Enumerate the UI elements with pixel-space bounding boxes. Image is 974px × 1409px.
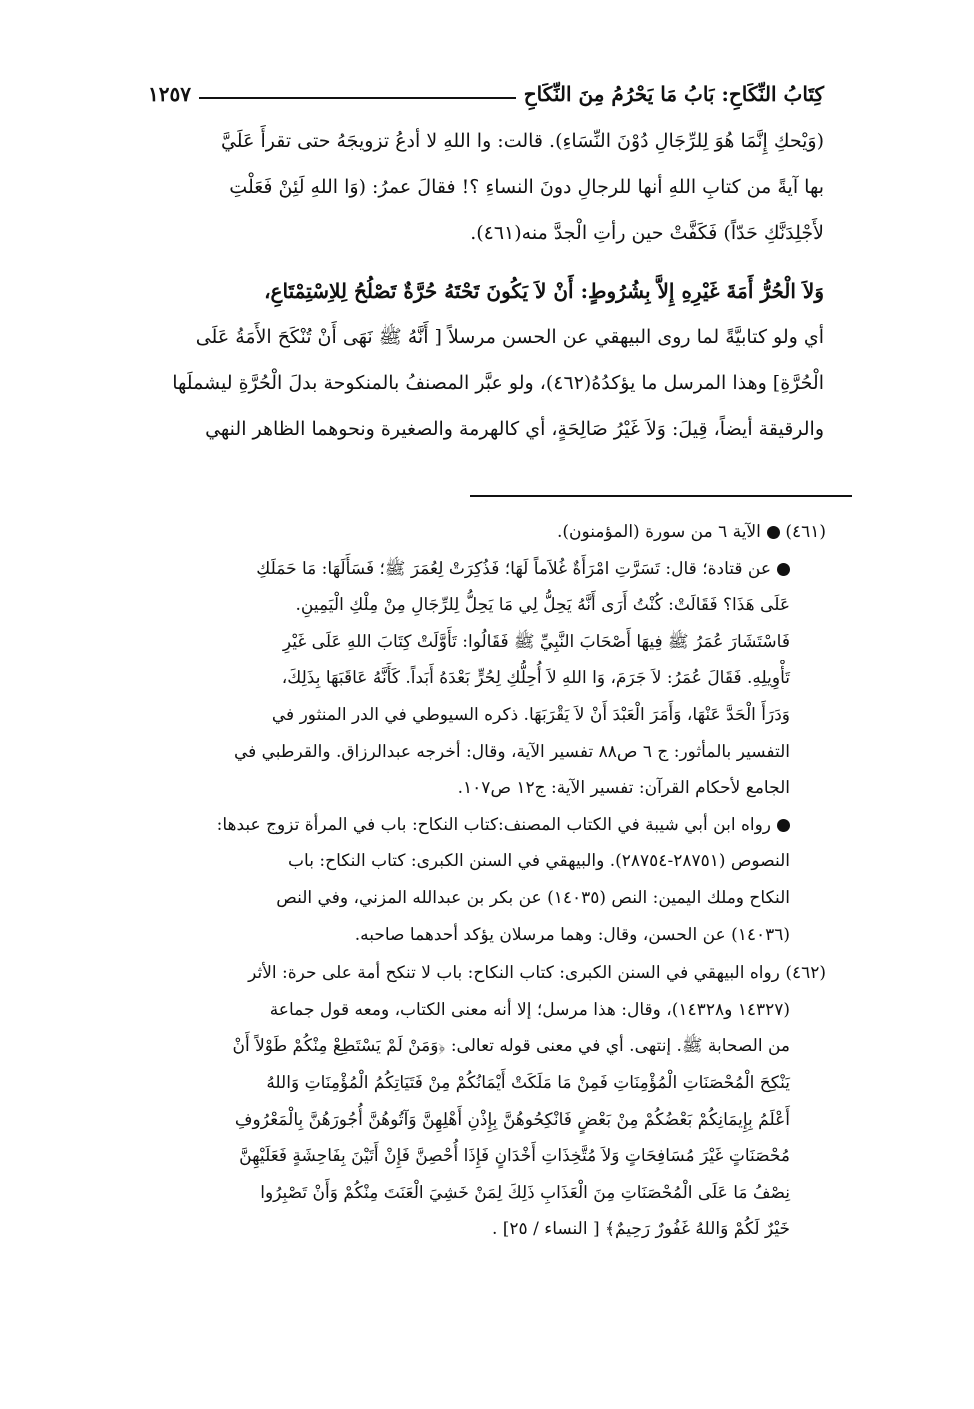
footnote-line: مُحْصَنَاتٍ غَيْرَ مُسَافِحَاتٍ وَلاَ مُتَّخِذَاتِ أَخْدَانٍ فَإِذَا أُحْصِنَّ فَإِنْ أَتَيْنَ بِفَاحِشَةٍ فَعَلَيْهِنَّ (239, 1146, 790, 1167)
footnote-text: رواه البيهقي في السنن الكبرى: كتاب النكاح: باب لا تنكح أمة على حرة: الأثر (248, 963, 780, 984)
footnote-line (152, 514, 826, 551)
footnote-separator (470, 495, 852, 497)
chapter-title: كِتَابُ النِّكَاحِ: بَابُ مَا يَحْرُمُ مِنَ النِّكَاحِ (523, 82, 824, 106)
footnote-line: خَيْرٌ لَكُمْ وَاللهُ غَفُورٌ رَحِيمٌ﴾ [ النساء / ٢٥] . (491, 1219, 790, 1240)
header-rule (199, 97, 516, 99)
matn-line: وَلاَ الْحُرُّ أَمَةَ غَيْرِهِ إِلاَّ بِشُرُوطٍ: أَنْ لاَ يَكُونَ تَحْتَهُ حُرَّةٌ تَصْلُحُ لِلاِسْتِمْتَاعِ، (264, 279, 824, 303)
footnote-line: النصوص (٢٨٧٥١-٢٨٧٥٤). والبيهقي في السنن الكبرى: كتاب النكاح: باب (288, 851, 790, 872)
footnote-line: أَعْلَمُ بِإِيمَانِكُمْ بَعْضُكُمْ مِنْ بَعْضٍ فَانْكِحُوهُنَّ بِإِذْنِ أَهْلِهِنَّ وَآتُوهُنَّ أُجُورَهُنَّ بِالْمَعْرُوفِ (234, 1109, 790, 1130)
bullet-icon (777, 819, 790, 832)
footnotes (152, 514, 826, 1250)
footnote-line: (١٤٠٣٦) عن الحسن، وقال: وهما مرسلان يؤكد أحدهما صاحبه. (354, 924, 790, 945)
footnote-line: التفسير بالمأثور: ج ٦ ص٨٨ تفسير الآية، وقال: أخرجه عبدالرزاق. والقرطبي في (233, 741, 790, 762)
footnote-line: (١٤٣٢٧ و١٤٣٢٨)، وقال: هذا مرسل؛ إلا أنه معنى الكتاب، ومعه قول جماعة (269, 999, 790, 1020)
footnote-line (152, 807, 826, 844)
footnote-line: وَدَرَأَ الْحَدَّ عَنْهَا، وَأَمَرَ الْعَبْدَ أَنْ لاَ يَقْرَبَهَا. ذكره السيوطي في الدر المنثور في (271, 704, 790, 725)
footnote-line: من الصحابة ﷺ. إنتهى. أي في معنى قوله تعالى: ﴿وَمَنْ لَمْ يَسْتَطِعْ مِنْكُمْ طَوْلاً أَنْ (232, 1036, 790, 1057)
text-line: الْحُرَّةِ] وهذا المرسل ما يؤكدُهُ(٤٦٢)، ولو عبَّر المصنفُ بالمنكوحة بدلَ الْحُرَّةِ ليشملَها (172, 372, 824, 394)
footnote-label: (٤٦٢) (785, 963, 826, 984)
footnote-line: نِصْفُ مَا عَلَى الْمُحْصَنَاتِ مِنَ الْعَذَابِ ذَلِكَ لِمَنْ خَشِيَ الْعَنَتَ مِنْكُمْ وَأَنْ تَصْبِرُوا (260, 1182, 790, 1203)
footnote-line (152, 955, 826, 992)
bullet-icon (767, 526, 780, 539)
text-line: والرقيقة أيضاً، قِيلَ: وَلاَ غَيْرُ صَالِحَةٍ، أي كالهرمة والصغيرة ونحوهما الظاهر النهي (205, 418, 824, 440)
text-line: (وَيْحكِ إِنَّمَا هُوَ لِلرِّجَالِ دُوْنَ النِّسَاءِ). قالت: وا اللهِ لا أدعُ تزويجَهُ حتى تقرأَ عَلَيَّ (220, 130, 824, 152)
text-line: لأَجْلِدَنَّكِ حَدّاً) فَكَفَّتْ حين رأتِ الْجدَّ منه(٤٦١). (470, 222, 824, 244)
running-header (148, 66, 824, 106)
footnote-line: يَنْكِحَ الْمُحْصَنَاتِ الْمُؤْمِنَاتِ فَمِنْ مَا مَلَكَتْ أَيْمَانُكُمْ مِنْ فَتَيَاتِكُمُ الْمُؤْمِنَاتِ وَاللهُ (266, 1072, 790, 1093)
footnote-line: تَأْوِيلِهِ. فَقَالَ عُمَرُ: لاَ جَرَمَ، وَا اللهِ لاَ أُحِلُّكِ لِحُرٍّ بَعْدَهُ أَبَداً. كَأَنَّهُ عَاقَبَهَا بِذَلِكَ، (281, 668, 790, 689)
footnote-line: الجامع لأحكام القرآن: تفسير الآية: ج١٢ ص١٠٧. (457, 778, 790, 799)
text-line: أي ولو كتابيَّةً لما روى البيهقي عن الحسن مرسلاً [ أَنَّهُ ﷺ نَهَى أَنْ تُنْكَحَ الأَمَةُ عَلَى (195, 326, 824, 348)
footnote-line (152, 551, 826, 588)
text-line: بها آيةً من كتابِ اللهِ أنها للرجالِ دونَ النساءِ ؟! فقالَ عمرُ: (وَا اللهِ لَئِنْ فَعَلْتِ (229, 176, 824, 198)
footnote-text: رواه ابن أبي شيبة في الكتاب المصنف:كتاب النكاح: باب في المرأة تزوج عبدها: (216, 814, 771, 835)
footnote-461 (152, 514, 826, 953)
bullet-icon (777, 563, 790, 576)
footnote-line: عَلَى هَذَا؟ فَقَالَتْ: كُنْتُ أَرَى أَنَّهُ يَحِلُّ لِي مَا يَحِلُّ لِلرِّجَالِ مِنْ مِلْكِ الْيَمِينِ. (295, 595, 790, 616)
footnote-line: النكاح وملك اليمين: النص (١٤٠٣٥) عن بكر بن عبدالله المزني، وفي النص (276, 887, 790, 908)
footnote-text: الآية ٦ من سورة (المؤمنون). (557, 522, 761, 542)
footnote-text: عن قتادة؛ قال: تَسَرَّتِ امْرَأَةٌ غُلاَماً لَهَا؛ فَذُكِرَتْ لِعُمَرَ ﷺ؛ فَسَأَلَهَا: مَا حَمَلَكِ (256, 558, 771, 579)
main-text (148, 118, 824, 452)
footnote-462 (152, 955, 826, 1248)
footnote-line: فَاسْتَشَارَ عُمَرُ ﷺ فِيهَا أَصْحَابَ النَّبِيِّ ﷺ فَقَالُوا: تَأَوَّلَتْ كِتَابَ اللهِ عَلَى غَيْرِ (282, 631, 790, 652)
footnote-label: (٤٦١) (785, 522, 826, 542)
page-number: ١٢٥٧ (148, 82, 191, 106)
